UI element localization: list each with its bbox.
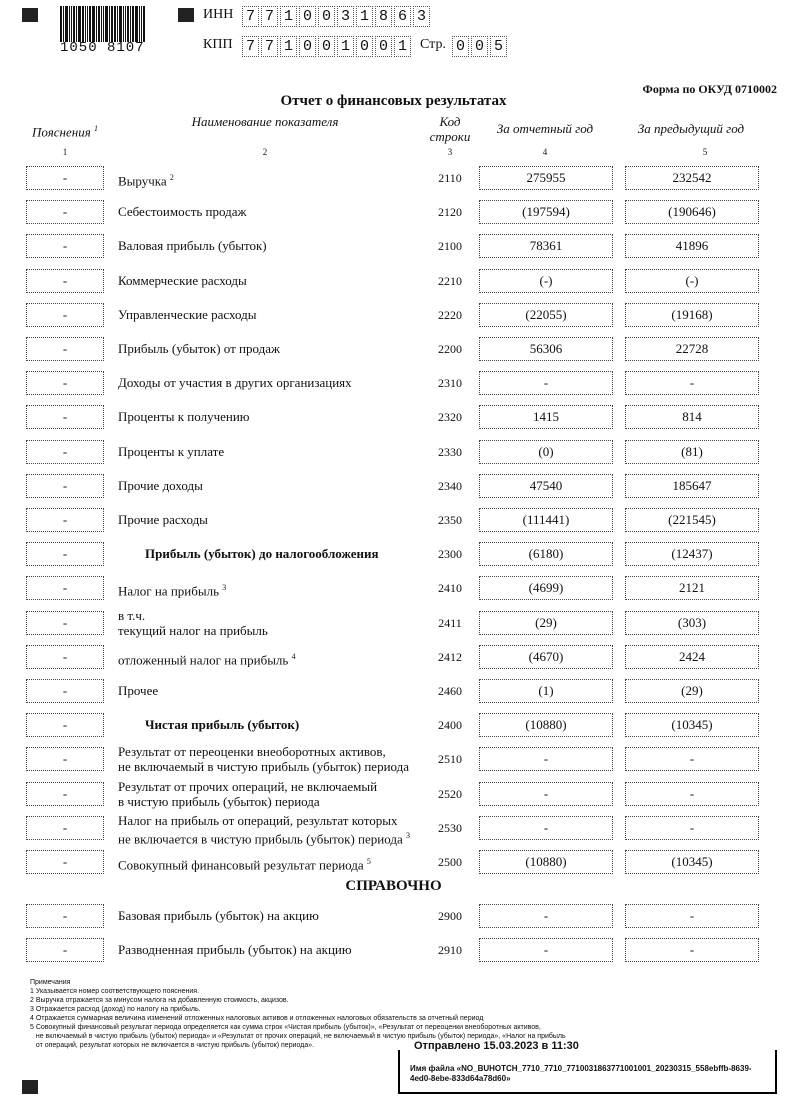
table-row [0,503,787,537]
footnote-line: 3 Отражается расход (доход) по налогу на прибыль. [30,1006,201,1013]
row-value-previous: (10345) [625,850,759,874]
page-number [452,36,509,57]
row-name: Себестоимость продаж [118,204,247,220]
table-row [0,366,787,400]
row-note: - [26,611,104,635]
table-row [0,264,787,298]
corner-marker-top-left [22,8,38,22]
barcode-icon [60,6,152,42]
row-note: - [26,440,104,464]
corner-marker-top-mid [178,8,194,22]
row-name: Прибыль (убыток) от продаж [118,341,280,356]
row-name: Налог на прибыль $^3$ [118,583,227,599]
col-header-code: Код строки [429,114,471,144]
table-row [0,742,787,776]
digit-cell: 1 [356,6,373,27]
row-note: - [26,713,104,737]
table-row [0,845,787,879]
table-row [0,435,787,469]
table-row [0,229,787,263]
row-name: Результат от прочих операций, не включаемый в чистую прибыль (убыток) периода [118,778,378,809]
row-note: - [26,474,104,498]
row-note: - [26,816,104,840]
table-row [0,571,787,605]
digit-cell: 1 [280,6,297,27]
stamp-file-name: Имя файла «NO_BUHOTCH_7710_7710_7710031863771001001_20230315_558ebffb-8639-4ed0-8ebe-833d64a78d60» [410,1064,752,1083]
kpp-label: КПП [203,37,233,52]
row-value-previous: (12437) [625,542,759,566]
row-code: 2400 [438,718,462,733]
table-row [0,537,787,571]
row-value-current: (10880) [479,713,613,737]
inn-label: ИНН [203,7,234,22]
digit-cell: 7 [242,36,259,57]
row-value-previous: - [625,782,759,806]
row-value-previous: 22728 [625,337,759,361]
row-code: 2910 [438,943,462,957]
row-value-current: - [479,816,613,840]
row-note: - [26,337,104,361]
row-value-previous: (190646) [625,200,759,224]
row-code: 2220 [438,307,462,322]
table-row [0,933,787,967]
col-number: 4 [542,147,548,157]
row-value-current: - [479,904,613,928]
row-value-current: (4699) [479,576,613,600]
row-note: - [26,747,104,771]
row-code: 2210 [438,273,462,288]
row-code: 2510 [438,752,462,767]
digit-cell: 5 [490,36,507,57]
row-value-previous: 232542 [625,166,759,190]
row-note: - [26,269,104,293]
digit-cell: 0 [318,6,335,27]
row-note: - [26,938,104,962]
row-value-current: - [479,747,613,771]
row-value-previous: - [625,371,759,395]
footnotes-title: Примечания [30,979,71,986]
page-title: Отчет о финансовых результатах [280,93,507,109]
row-value-previous: (19168) [625,303,759,327]
row-code: 2412 [438,649,462,664]
row-code: 2411 [438,615,462,630]
row-value-current: (197594) [479,200,613,224]
row-code: 2530 [438,820,462,835]
submission-stamp [398,1040,777,1094]
row-value-previous: - [625,816,759,840]
row-value-current: 1415 [479,405,613,429]
table-row [0,640,787,674]
row-code: 2500 [438,855,462,869]
footnote-line: 5 Совокупный финансовый результат периода определяется как сумма строк «Чистая прибыль (убыток)», «Результат от переоценки внеоборотных активов, [30,1024,541,1031]
row-value-current: (-) [479,269,613,293]
digit-cell: 8 [375,6,392,27]
footnotes [30,978,720,1050]
row-note: - [26,782,104,806]
row-name: Базовая прибыль (убыток) на акцию [118,908,319,923]
row-note: - [26,542,104,566]
row-code: 2410 [438,581,462,596]
row-value-current: - [479,782,613,806]
row-value-current: (10880) [479,850,613,874]
row-code: 2300 [438,547,462,562]
row-value-previous: 2121 [625,576,759,600]
row-name: Прибыль (убыток) до налогообложения [145,546,379,562]
barcode-number: 1050 8107 [60,40,145,56]
row-code: 2120 [438,205,462,220]
row-value-previous: 185647 [625,474,759,498]
row-value-current: (0) [479,440,613,464]
table-row [0,708,787,742]
row-value-current: (6180) [479,542,613,566]
row-code: 2340 [438,478,462,493]
row-code: 2200 [438,342,462,356]
digit-cell: 0 [375,36,392,57]
inn-value [242,6,432,27]
row-value-current: - [479,371,613,395]
row-value-current: 275955 [479,166,613,190]
row-value-current: 56306 [479,337,613,361]
row-value-previous: 41896 [625,234,759,258]
digit-cell: 0 [318,36,335,57]
row-value-previous: - [625,904,759,928]
digit-cell: 6 [394,6,411,27]
digit-cell: 7 [261,6,278,27]
row-code: 2100 [438,239,462,254]
row-value-previous: (29) [625,679,759,703]
row-name: Разводненная прибыль (убыток) на акцию [118,942,352,957]
row-value-previous: - [625,938,759,962]
row-note: - [26,850,104,874]
digit-cell: 1 [394,36,411,57]
table-row [0,298,787,332]
col-header-current: За отчетный год [496,121,594,136]
digit-cell: 7 [242,6,259,27]
row-value-current: (1) [479,679,613,703]
digit-cell: 0 [299,6,316,27]
row-value-previous: (-) [625,269,759,293]
row-name: Доходы от участия в других организациях [118,375,352,391]
row-note: - [26,405,104,429]
table-row [0,400,787,434]
row-name: Совокупный финансовый результат периода $^5$ [118,857,371,873]
table-row [0,161,787,195]
row-note: - [26,371,104,395]
row-name: Прочее [118,683,159,698]
digit-cell: 1 [337,36,354,57]
row-note: - [26,200,104,224]
row-name: отложенный налог на прибыль $^4$ [118,651,296,668]
footnote-line: 4 Отражается суммарная величина изменений отложенных налоговых активов и отложенных налоговых обязательств за отчетный период [30,1015,484,1022]
row-note: - [26,303,104,327]
digit-cell: 0 [356,36,373,57]
row-value-current: 47540 [479,474,613,498]
digit-cell: 7 [261,36,278,57]
row-note: - [26,234,104,258]
table-row [0,811,787,845]
row-note: - [26,576,104,600]
row-value-current: (22055) [479,303,613,327]
row-value-previous: - [625,747,759,771]
col-header-name: Наименование показателя [191,114,339,129]
row-name: Результат от переоценки внеоборотных активов, не включаемый в чистую прибыль (убыток) периода [118,744,410,775]
row-value-current: 78361 [479,234,613,258]
row-name: Прочие расходы [118,512,208,527]
col-number: 5 [702,147,708,157]
table-row [0,899,787,933]
reference-title: СПРАВОЧНО [345,878,442,894]
kpp-value [242,36,413,57]
stamp-sent: Отправлено 15.03.2023 в 11:30 [410,1040,583,1052]
footnote-line: от операций, результат которых не включается в чистую прибыль (убыток) периода». [30,1042,315,1049]
footnote-line: не включаемый в чистую прибыль (убыток) периода» и «Результат от прочих операций, не включаемый в чистую прибыль (убыток) периода», «Налог на прибыль [30,1033,566,1040]
table-row [0,674,787,708]
row-name: Проценты к получению [118,409,250,425]
digit-cell: 3 [337,6,354,27]
row-code: 2900 [438,909,462,923]
digit-cell: 0 [299,36,316,57]
row-value-previous: (10345) [625,713,759,737]
row-note: - [26,508,104,532]
row-value-previous: (221545) [625,508,759,532]
table-row [0,195,787,229]
row-note: - [26,679,104,703]
row-name: Проценты к уплате [118,443,225,459]
table-row [0,777,787,811]
col-header-previous: За предыдущий год [637,121,745,136]
row-name: в т.ч. текущий налог на прибыль [118,607,268,638]
row-name: Коммерческие расходы [118,272,247,288]
row-name: Выручка $^2$ [118,173,174,189]
row-code: 2320 [438,410,462,425]
row-name: Чистая прибыль (убыток) [145,717,300,733]
row-code: 2460 [438,684,462,698]
row-value-current: (111441) [479,508,613,532]
row-code: 2310 [438,376,462,391]
row-value-previous: 2424 [625,645,759,669]
row-name: Валовая прибыль (убыток) [118,238,267,254]
digit-cell: 0 [471,36,488,57]
digit-cell: 0 [452,36,469,57]
page-label: Стр. [420,37,446,52]
col-number: 2 [262,147,268,157]
row-value-current: (4670) [479,645,613,669]
table-row [0,606,787,640]
row-value-previous: (81) [625,440,759,464]
row-note: - [26,166,104,190]
corner-marker-bottom-left [22,1080,38,1094]
table-row [0,469,787,503]
row-name: Налог на прибыль от операций, результат которых не включается в чистую прибыль (убыток) периода $^3$ [118,812,410,847]
row-note: - [26,904,104,928]
col-header-notes: Пояснения $^1$ [32,124,98,140]
row-value-current: - [479,938,613,962]
row-name: Управленческие расходы [118,306,257,322]
row-name: Прочие доходы [118,477,203,493]
form-code: Форма по ОКУД 0710002 [642,82,777,96]
table-row [0,332,787,366]
col-number: 1 [62,147,68,157]
row-code: 2350 [438,513,462,527]
row-code: 2110 [438,171,462,185]
row-note: - [26,645,104,669]
col-number: 3 [447,147,453,157]
footnote-line: 2 Выручка отражается за минусом налога на добавленную стоимость, акцизов. [30,997,289,1004]
digit-cell: 3 [413,6,430,27]
row-value-previous: (303) [625,611,759,635]
digit-cell: 1 [280,36,297,57]
footnote-line: 1 Указывается номер соответствующего пояснения. [30,988,200,995]
row-code: 2330 [438,444,462,459]
row-value-previous: 814 [625,405,759,429]
row-value-current: (29) [479,611,613,635]
row-code: 2520 [438,786,462,801]
